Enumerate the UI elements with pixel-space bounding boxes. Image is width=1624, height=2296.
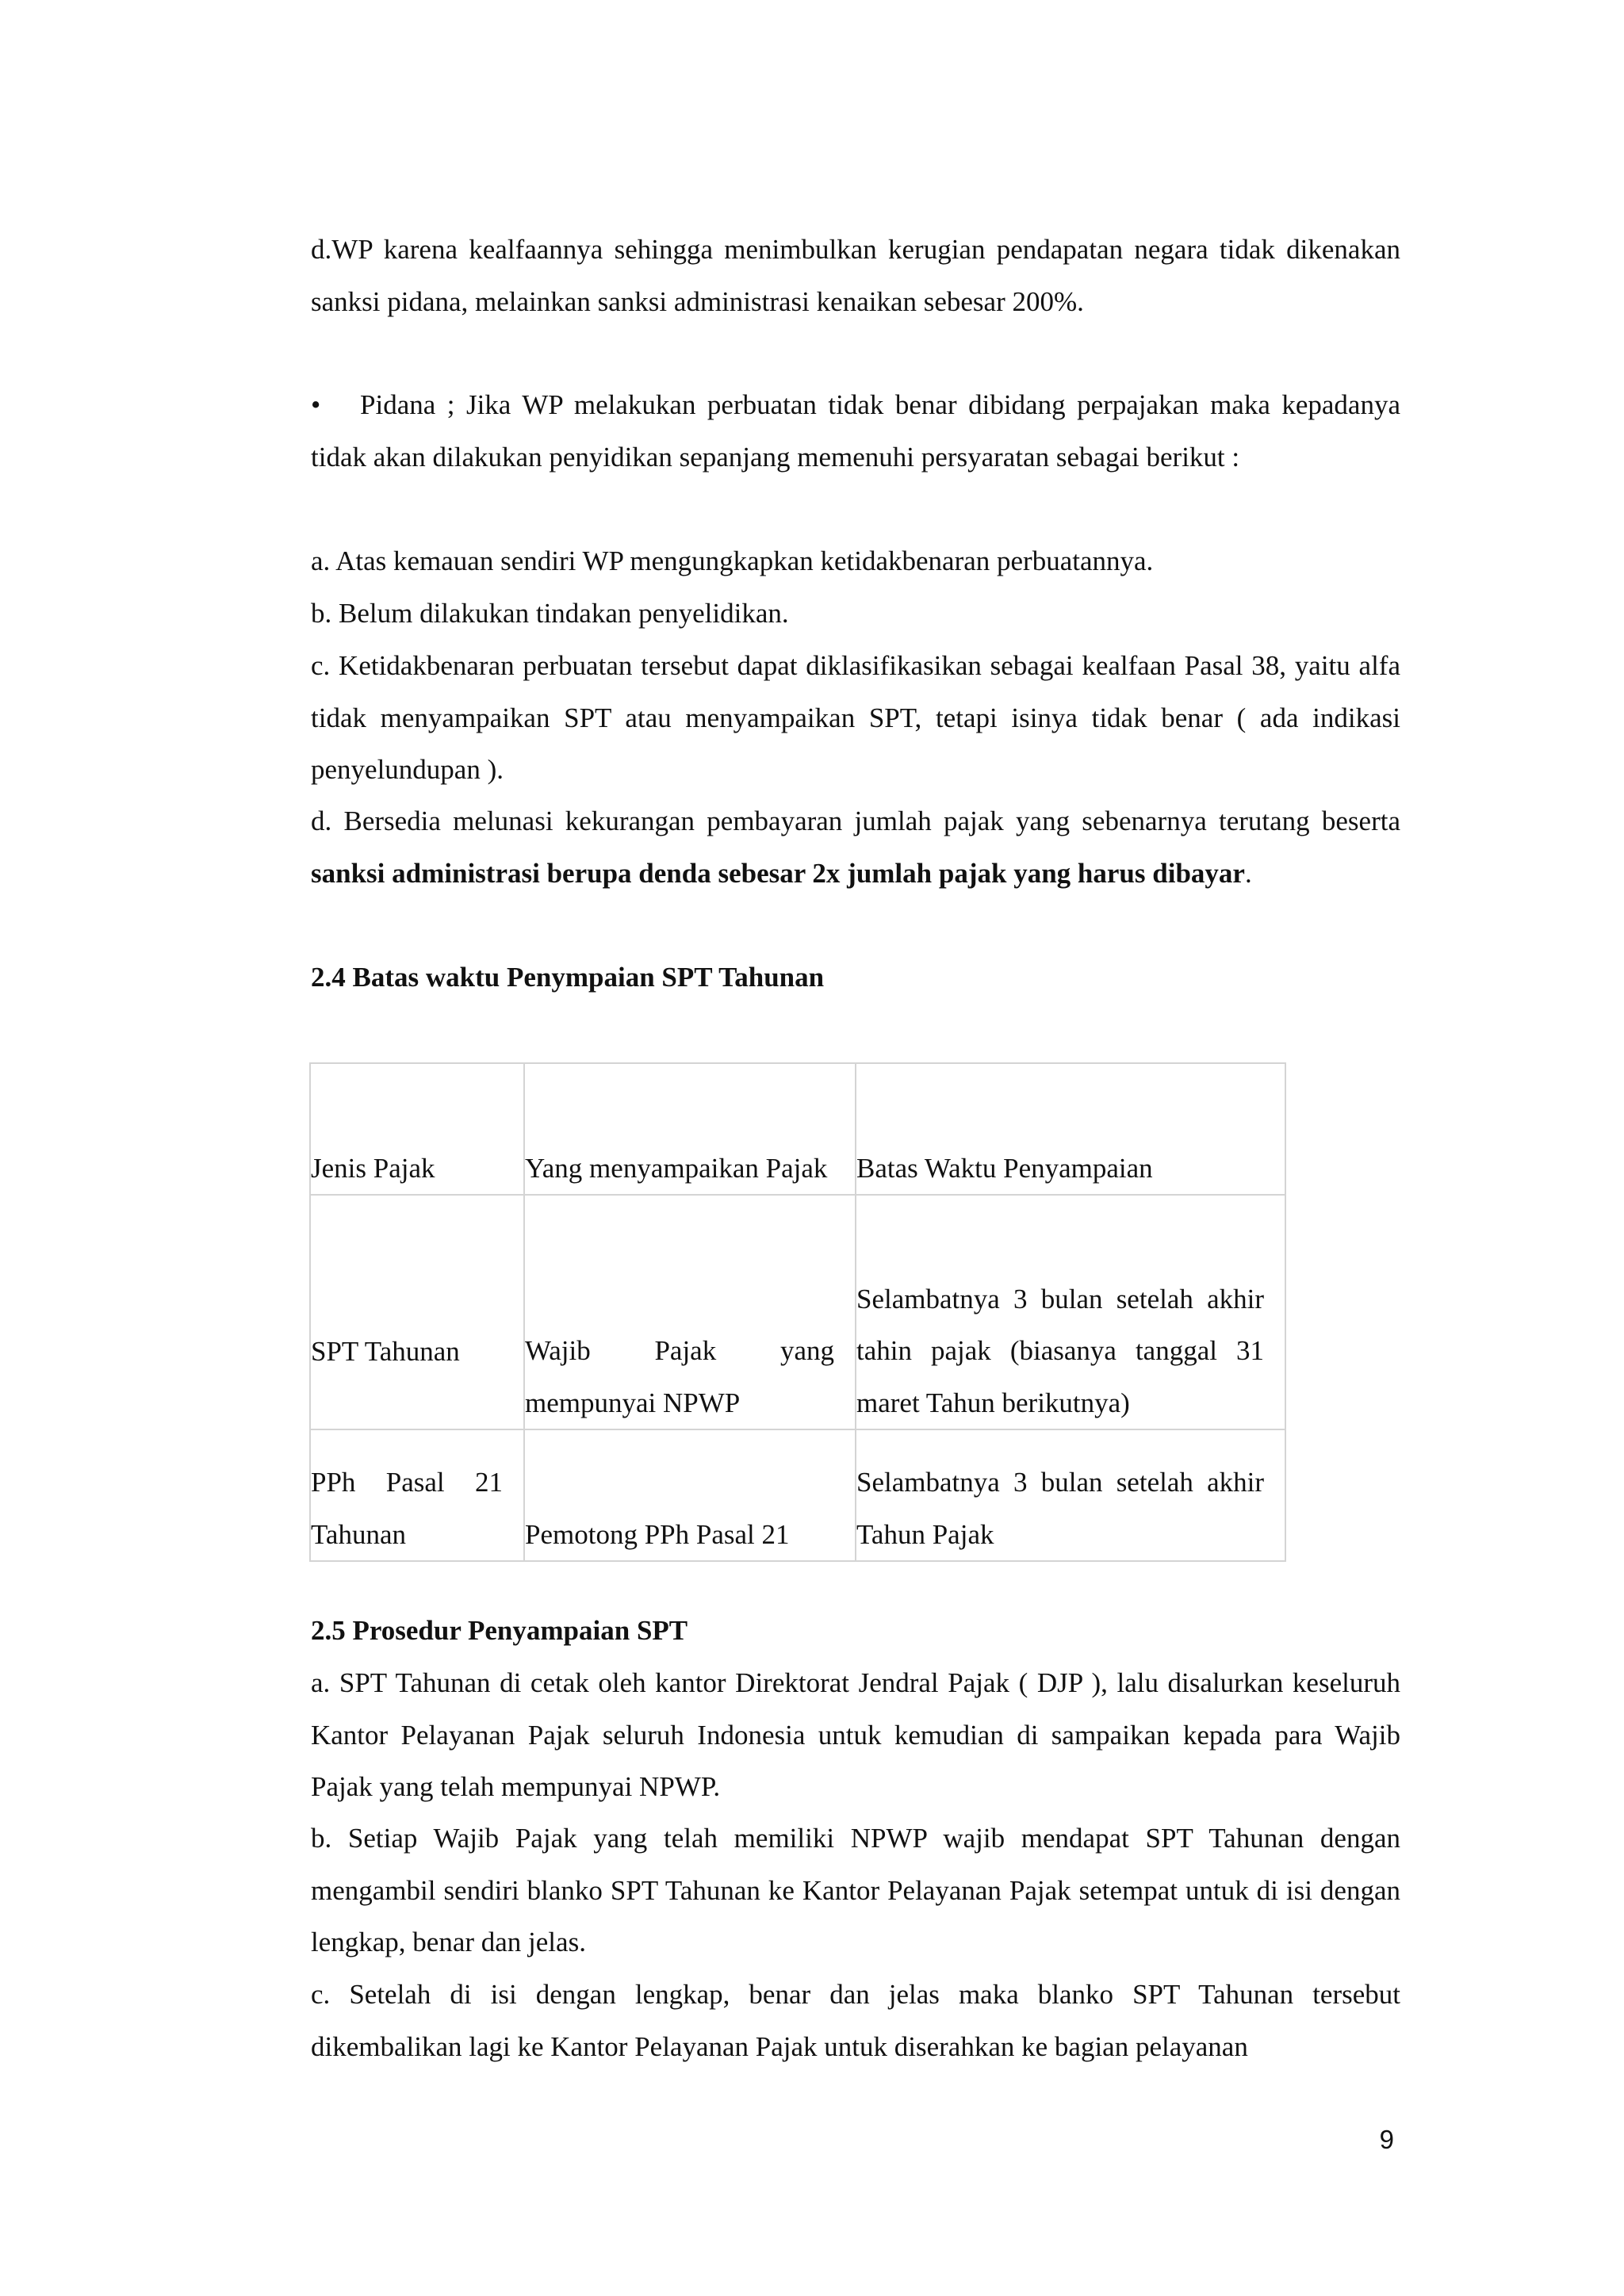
- list-item-text: d. Bersedia melunasi kekurangan pembayaran jumlah pajak yang sebenarnya terutang beserta: [311, 806, 1400, 836]
- table-row: [310, 1429, 1285, 1561]
- list-item-text: b. Setiap Wajib Pajak yang telah memiliki NPWP wajib mendapat SPT Tahunan dengan mengambil sendiri blanko SPT Tahunan ke Kantor Pelayanan Pajak setempat untuk di isi dengan lengkap, benar dan jelas.: [311, 1823, 1400, 1957]
- table-cell: Pemotong PPh Pasal 21: [524, 1429, 856, 1561]
- list-item-pidana-b: [311, 587, 1400, 640]
- table-header-row: [310, 1063, 1285, 1195]
- table-header-cell: Jenis Pajak: [310, 1063, 524, 1195]
- list-item-text: c. Setelah di isi dengan lengkap, benar dan jelas maka blanko SPT Tahunan tersebut dikembalikan lagi ke Kantor Pelayanan Pajak untuk diserahkan ke bagian pelayanan: [311, 1979, 1400, 2062]
- table-cell: PPh Pasal 21 Tahunan: [310, 1429, 524, 1561]
- table-cell: Selambatnya 3 bulan setelah akhir tahin pajak (biasanya tanggal 31 maret Tahun berikutnya): [856, 1195, 1285, 1429]
- batas-waktu-table: [309, 1062, 1286, 1562]
- table-row: [310, 1195, 1285, 1429]
- list-item-prosedur-c: [311, 1969, 1400, 2072]
- paragraph-text: Pidana ; Jika WP melakukan perbuatan tidak benar dibidang perpajakan maka kepadanya tidak akan dilakukan penyidikan sepanjang memenuhi persyaratan sebagai berikut :: [311, 389, 1400, 473]
- paragraph-text: d.WP karena kealfaannya sehingga menimbulkan kerugian pendapatan negara tidak dikenakan sanksi pidana, melainkan sanksi administrasi kenaikan sebesar 200%.: [311, 234, 1400, 317]
- bold-text-sanksi: sanksi administrasi berupa denda sebesar 2x jumlah pajak yang harus dibayar: [311, 857, 1245, 889]
- list-item-pidana-c: [311, 640, 1400, 796]
- list-item-pidana-a: [311, 535, 1400, 587]
- list-item-prosedur-a: [311, 1657, 1400, 1813]
- list-item-prosedur-b: [311, 1812, 1400, 1969]
- table-header-cell: Yang menyampaikan Pajak: [524, 1063, 856, 1195]
- list-item-suffix: .: [1244, 857, 1252, 889]
- table-header-cell: Batas Waktu Penyampaian: [856, 1063, 1285, 1195]
- table-cell: Wajib Pajak yang mempunyai NPWP: [524, 1195, 856, 1429]
- page-number: 9: [1379, 2125, 1394, 2154]
- section-heading-2-5: 2.5 Prosedur Penyampaian SPT: [311, 1615, 688, 1646]
- paragraph-d-sanksi-administrasi: [311, 224, 1400, 327]
- list-item-text: a. SPT Tahunan di cetak oleh kantor Direktorat Jendral Pajak ( DJP ), lalu disalurkan keseluruh Kantor Pelayanan Pajak seluruh Indonesia untuk kemudian di sampaikan kepada para Wajib Pajak yang telah mempunyai NPWP.: [311, 1667, 1400, 1802]
- list-item-text: b. Belum dilakukan tindakan penyelidikan.: [311, 598, 789, 629]
- bullet-icon: •: [311, 389, 321, 420]
- list-item-text: a. Atas kemauan sendiri WP mengungkapkan ketidakbenaran perbuatannya.: [311, 545, 1154, 576]
- section-heading-2-4: 2.4 Batas waktu Penympaian SPT Tahunan: [311, 962, 825, 993]
- list-item-pidana-d: [311, 795, 1400, 899]
- table-cell: Selambatnya 3 bulan setelah akhir Tahun Pajak: [856, 1429, 1285, 1561]
- list-item-text: c. Ketidakbenaran perbuatan tersebut dapat diklasifikasikan sebagai kealfaan Pasal 38, yaitu alfa tidak menyampaikan SPT atau menyampaikan SPT, tetapi isinya tidak benar ( ada indikasi penyelundupan ).: [311, 650, 1400, 785]
- paragraph-pidana: [311, 379, 1400, 483]
- table-cell: SPT Tahunan: [310, 1195, 524, 1429]
